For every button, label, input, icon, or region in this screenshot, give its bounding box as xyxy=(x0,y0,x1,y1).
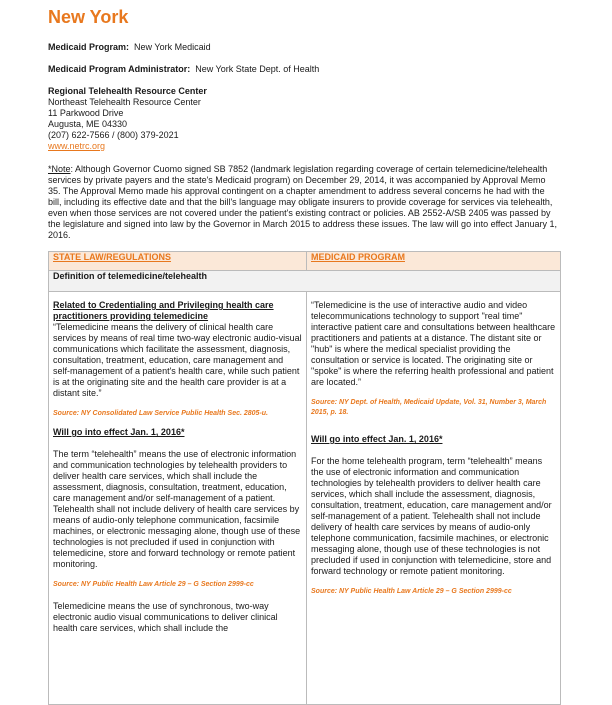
col-header-medicaid: MEDICAID PROGRAM xyxy=(307,252,561,271)
program-administrator xyxy=(48,64,560,75)
note-label: *Note xyxy=(48,164,71,174)
home-telehealth-text: For the home telehealth program, term “telehealth” means the use of electronic information and communication technologies by telehealth providers to deliver health care services, which shall include the assessment, diagnosis, consultation, treatment, education, care management and/or self-management of a patient. Telehealth shall not include delivery of health care services by means of audio-only telephone communication, facsimile machines, or electronic messaging alone, though use of these technologies is not precluded if used in conjunction with telemedicine, store and forward technology or remote patient monitoring. xyxy=(311,456,552,576)
telemedicine-synchronous-text: Telemedicine means the use of synchronous, two-way electronic audio visual communications to deliver clinical health care services, which shall include the xyxy=(53,601,278,633)
credentialing-heading: Related to Credentialing and Privileging health care practitioners providing telemedicine xyxy=(53,300,274,321)
note-text: : Although Governor Cuomo signed SB 7852 (landmark legislation regarding coverage of certain telemedicine/telehealth services by private payers and the state's Medicaid program) on December 29, 2014, it was accompanied by Approval Memo 35. The Approval Memo made his approval contingent on a chapter amendment to address several concerns he had with the bill, including its effective date and that the bill's language may obligate insurers to provide coverage for services via telehealth, even when those services are not covered under the patient's existing contract or policies. AB 2552-A/SB 2405 was passed by the legislature and signed into law by the Governor in March 2015 to address these issues. The law will go into effect January 1, 2016. xyxy=(48,164,557,240)
resource-center-website-link[interactable]: www.netrc.org xyxy=(48,141,106,151)
effective-date-heading: Will go into effect Jan. 1, 2016* xyxy=(311,434,443,444)
effective-date-heading: Will go into effect Jan. 1, 2016* xyxy=(53,427,185,437)
program-administrator-label: Medicaid Program Administrator: xyxy=(48,64,191,74)
page-title: New York xyxy=(48,7,129,27)
resource-center-heading: Regional Telehealth Resource Center xyxy=(48,86,207,96)
law-table xyxy=(48,251,561,705)
resource-center-block xyxy=(48,86,560,152)
source-citation: Source: NY Dept. of Health, Medicaid Update, Vol. 31, Number 3, March 2015, p. 18. xyxy=(311,399,547,416)
resource-center-phone: (207) 622-7566 / (800) 379-2021 xyxy=(48,130,179,140)
medicaid-program-value: New York Medicaid xyxy=(134,42,211,52)
telemedicine-definition-text: “Telemedicine means the delivery of clinical health care services by means of real time two-way electronic audio-visual communications which facilitate the assessment, diagnosis, consultation, treatment, education, care management and self-management of a patient's health care, while such patient is at the originating site and the health care provider is at a distant site.” xyxy=(53,322,302,398)
medicaid-cell xyxy=(307,292,561,705)
section-definition: Definition of telemedicine/telehealth xyxy=(49,271,561,292)
medicaid-program xyxy=(48,42,560,53)
source-citation: Source: NY Public Health Law Article 29 – G Section 2999-cc xyxy=(53,581,254,588)
resource-center-address1: 11 Parkwood Drive xyxy=(48,108,124,118)
medicaid-telemedicine-text: “Telemedicine is the use of interactive audio and video telecommunications technology to support "real time" interactive patient care and consultations between healthcare practitioners and patients at a distance. The distant site or "hub" is where the medical specialist providing the consultation or service is located. The originating site or "spoke" is where the referring health professional and patient are located.” xyxy=(311,300,556,387)
note-paragraph xyxy=(48,164,560,241)
resource-center-address2: Augusta, ME 04330 xyxy=(48,119,128,129)
telehealth-definition-text: The term “telehealth” means the use of electronic information and communication technologies by telehealth providers to deliver health care services, which shall include the assessment, diagnosis, consultation, treatment, education, care management and/or self-management of a patient. Telehealth shall not include delivery of health care services by means of audio-only telephone communication, facsimile machines, or electronic messaging alone, though use of these technologies is not precluded if used in conjunction with telemedicine, store and forward technology or remote patient monitoring. xyxy=(53,449,301,569)
col-header-state-law: STATE LAW/REGULATIONS xyxy=(49,252,307,271)
source-citation: Source: NY Public Health Law Article 29 – G Section 2999-cc xyxy=(311,588,512,595)
document-page xyxy=(48,6,560,705)
resource-center-name: Northeast Telehealth Resource Center xyxy=(48,97,201,107)
medicaid-program-label: Medicaid Program: xyxy=(48,42,130,52)
state-law-cell xyxy=(49,292,307,705)
source-citation: Source: NY Consolidated Law Service Public Health Sec. 2805-u. xyxy=(53,410,268,417)
program-administrator-value: New York State Dept. of Health xyxy=(195,64,320,74)
